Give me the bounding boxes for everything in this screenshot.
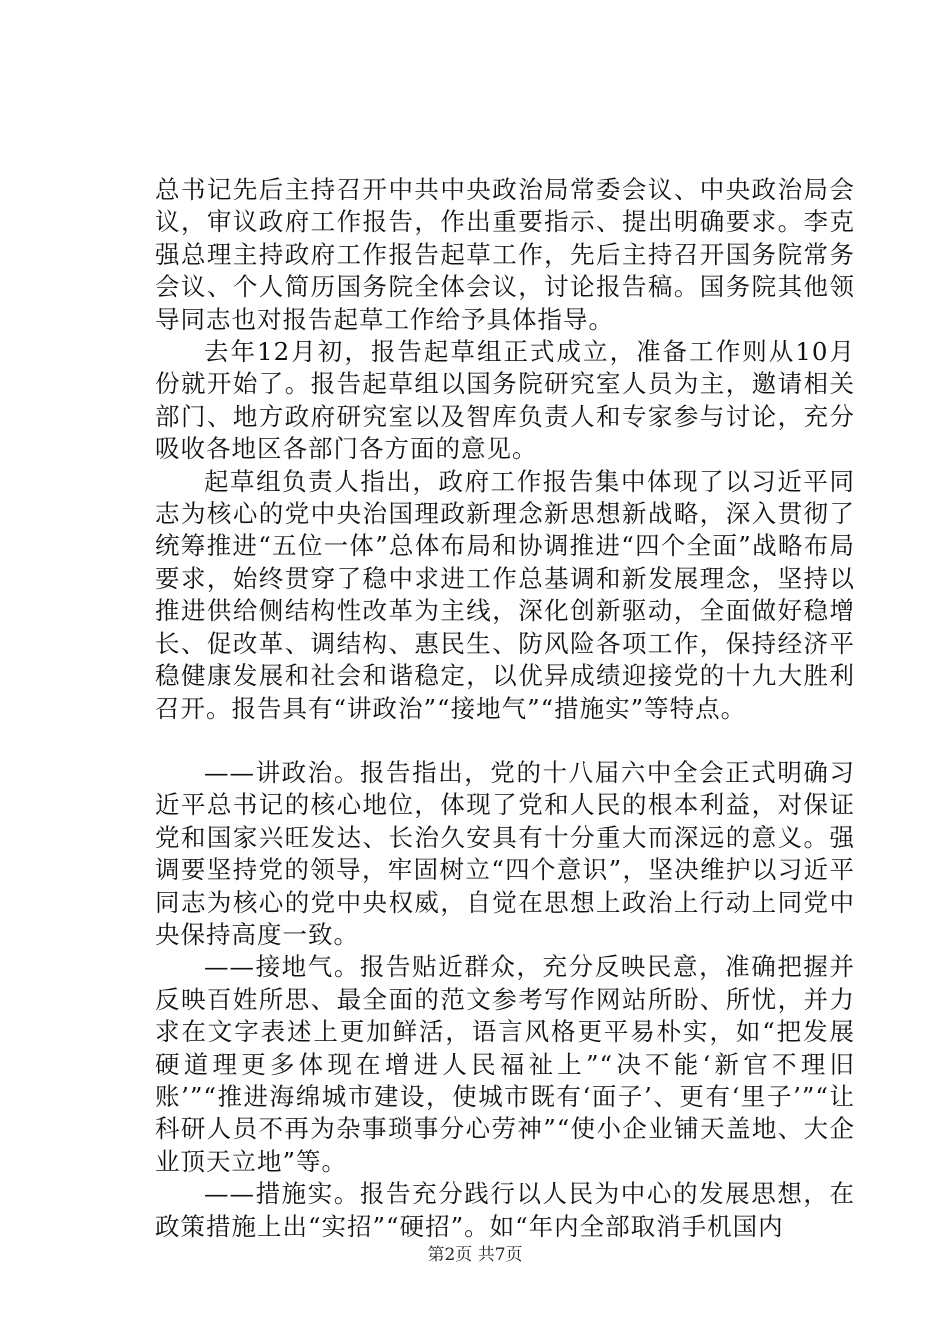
paragraph-grassroots: ——接地气。报告贴近群众，充分反映民意，准确把握并反映百姓所思、最全面的范文参考写作网站所盼、所忧，并力求在文字表述上更加鲜活，语言风格更平易朴实，如“把发展硬道理更多体现在增进人民福祉上”“决不能‘新官不理旧账’”“推进海绵城市建设，使城市既有‘面子’、更有‘里子’”“让科研人员不再为杂事琐事分心劳神”“使小企业铺天盖地、大企业顶天立地”等。 (155, 952, 855, 1176)
document-body (155, 174, 855, 1243)
paragraph-report-features: 起草组负责人指出，政府工作报告集中体现了以习近平同志为核心的党中央治国理政新理念新思想新战略，深入贯彻了统筹推进“五位一体”总体布局和协调推进“四个全面”战略布局要求，始终贯穿了稳中求进工作总基调和新发展理念，坚持以推进供给侧结构性改革为主线，深化创新驱动，全面做好稳增长、促改革、调结构、惠民生、防风险各项工作，保持经济平稳健康发展和社会和谐稳定，以优异成绩迎接党的十九大胜利召开。报告具有“讲政治”“接地气”“措施实”等特点。 (155, 466, 855, 723)
paragraph-drafting-group: 去年12月初，报告起草组正式成立，准备工作则从10月份就开始了。报告起草组以国务院研究室人员为主，邀请相关部门、地方政府研究室以及智库负责人和专家参与讨论，充分吸收各地区各部门各方面的意见。 (155, 337, 855, 464)
paragraph-leadership-review: 总书记先后主持召开中共中央政治局常委会议、中央政治局会议，审议政府工作报告，作出重要指示、提出明确要求。李克强总理主持政府工作报告起草工作，先后主持召开国务院常务会议、个人简历国务院全体会议，讨论报告稿。国务院其他领导同志也对报告起草工作给予具体指导。 (155, 175, 855, 334)
page-number: 第2页 共7页 (427, 1245, 523, 1265)
paragraph-politics: ——讲政治。报告指出，党的十八届六中全会正式明确习近平总书记的核心地位，体现了党和人民的根本利益，对保证党和国家兴旺发达、长治久安具有十分重大而深远的意义。强调要坚持党的领导，牢固树立“四个意识”，坚决维护以习近平同志为核心的党中央权威，自觉在思想上政治上行动上同党中央保持高度一致。 (155, 757, 855, 949)
paragraph-measures: ——措施实。报告充分践行以人民为中心的发展思想，在政策措施上出“实招”“硬招”。如“年内全部取消手机国内 (155, 1179, 855, 1241)
